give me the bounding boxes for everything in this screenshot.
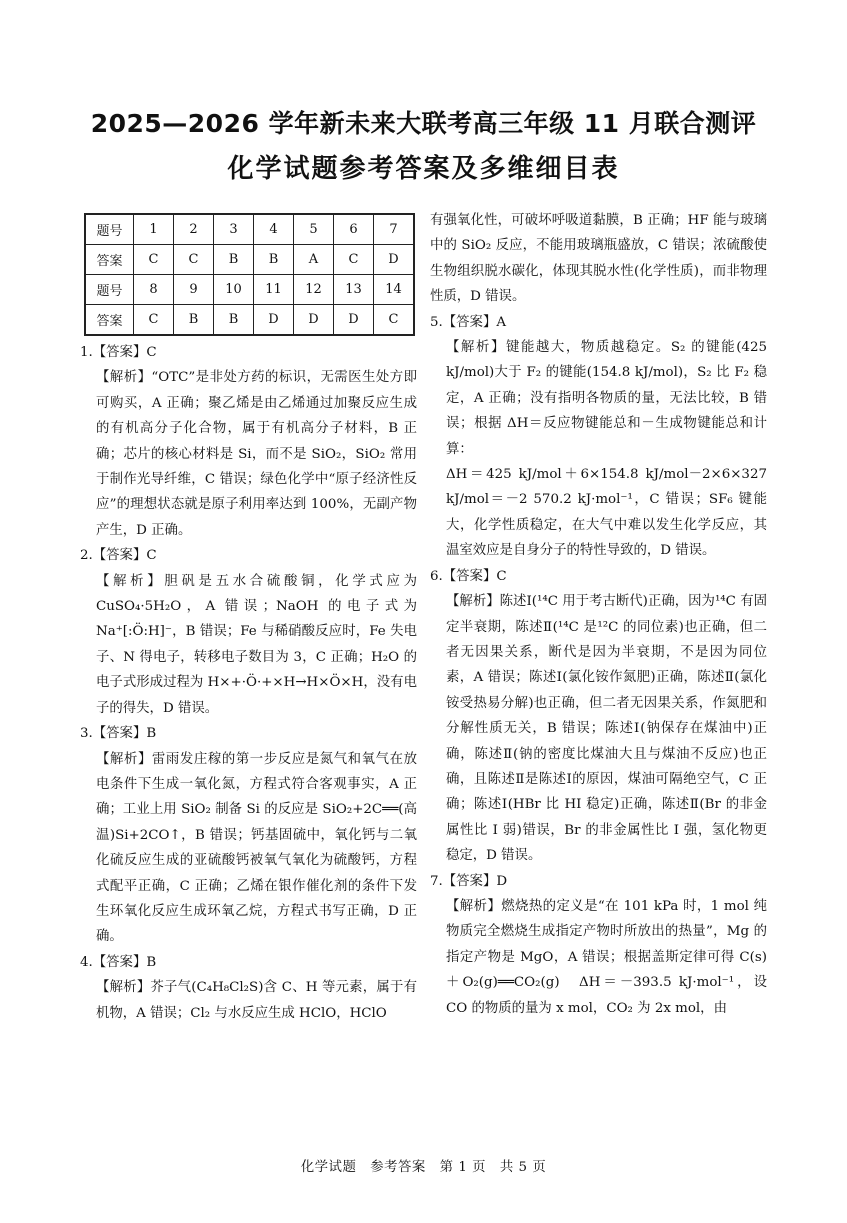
answer-table [84,213,415,336]
explanation-paragraph: 【解析】芥子气(C₄H₈Cl₂S)含 C、H 等元素，属于有机物，A 错误；Cl₂ 与水反应生成 HClO，HClO [96,980,417,1021]
answer-cell: 5 [294,214,334,245]
row-header-cell: 题号 [85,275,134,305]
answer-cell: 12 [294,275,334,305]
question-answer-heading: 1.【答案】C [80,345,157,360]
question-answer-heading: 5.【答案】A [430,314,507,330]
explanation-paragraph: ΔH＝425 kJ/mol＋6×154.8 kJ/mol－2×6×327 kJ/mol＝－2 570.2 kJ·mol⁻¹，C 错误；SF₆ 键能大，化学性质稳定，在大气中难以发生化学反应，其温室效应是自身分子的特性导致的，D 错误。 [446,467,767,559]
explanation-paragraph: 【解析】“OTC”是非处方药的标识，无需医生处方即可购买，A 正确；聚乙烯是由乙烯通过加聚反应生成的有机高分子化合物，属于有机高分子材料，B 正确；芯片的核心材料是 Si，而不是 SiO₂，SiO₂ 常用于制作光导纤维，C 错误；绿色化学中“原子经济性反应”的理想状态就是原子利用率达到 100%，无副产物产生，D 正确。 [96,370,417,538]
answer-cell: 8 [134,275,174,305]
answer-cell: 10 [214,275,254,305]
answer-cell: 13 [334,275,374,305]
left-column [80,340,417,1026]
row-header-cell: 答案 [85,305,134,336]
exam-title: 2025—2026 学年新未来大联考高三年级 11 月联合测评 [90,109,757,138]
answer-cell: 3 [214,214,254,245]
answer-cell: 2 [174,214,214,245]
answer-cell: 11 [254,275,294,305]
answer-cell: B [214,245,254,275]
answer-cell: 1 [134,214,174,245]
answer-cell: C [174,245,214,275]
answer-table-row [85,245,414,275]
answer-table-row [85,275,414,305]
right-column [430,208,767,1021]
question-answer-heading: 3.【答案】B [80,726,157,742]
answer-cell: B [214,305,254,336]
answer-cell: C [334,245,374,275]
page-footer: 化学试题 参考答案 第 1 页 共 5 页 [300,1160,547,1175]
answer-cell: B [174,305,214,336]
answer-cell: 7 [374,214,415,245]
answer-cell: 14 [374,275,415,305]
explanation-paragraph: 【解析】键能越大，物质越稳定。S₂ 的键能(425 kJ/mol)大于 F₂ 的键能(154.8 kJ/mol)，S₂ 比 F₂ 稳定，A 正确；没有指明各物质的量，无法比较，B 错误；根据 ΔH＝反应物键能总和－生成物键能总和计算： [446,340,767,457]
answer-cell: C [134,305,174,336]
answer-cell: D [374,245,415,275]
answer-cell: C [374,305,415,336]
document-subtitle: 化学试题参考答案及多维细目表 [227,154,620,184]
explanation-paragraph: 有强氧化性，可破坏呼吸道黏膜，B 正确；HF 能与玻璃中的 SiO₂ 反应，不能用玻璃瓶盛放，C 错误；浓硫酸使生物组织脱水碳化，体现其脱水性(化学性质)，而非物理性质，D 错误。 [430,213,767,305]
answer-cell: 9 [174,275,214,305]
explanation-paragraph: 【解析】雷雨发庄稼的第一步反应是氮气和氧气在放电条件下生成一氧化氮，方程式符合客观事实，A 正确；工业上用 SiO₂ 制备 Si 的反应是 SiO₂+2C══(高温)Si+2CO↑，B 错误；钙基固硫中，氧化钙与二氧化硫反应生成的亚硫酸钙被氧气氧化为硫酸钙，方程式配平正确，C 正确；乙烯在银作催化剂的条件下发生环氧化反应生成环氧乙烷，方程式书写正确，D 正确。 [96,751,417,945]
answer-cell: D [334,305,374,336]
answer-cell: D [254,305,294,336]
answer-cell: D [294,305,334,336]
answer-cell: 6 [334,214,374,245]
answer-cell: A [294,245,334,275]
question-answer-heading: 6.【答案】C [430,568,507,584]
answer-cell: 4 [254,214,294,245]
explanation-paragraph: 【解析】燃烧热的定义是“在 101 kPa 时，1 mol 纯物质完全燃烧生成指定产物时所放出的热量”，Mg 的指定产物是 MgO，A 错误；根据盖斯定律可得 C(s)＋O₂(g)══CO₂(g) ΔH＝－393.5 kJ·mol⁻¹，设 CO 的物质的量为 x mol，CO₂ 为 2x mol，由 [446,898,767,1016]
explanation-paragraph: 【解析】胆矾是五水合硫酸铜，化学式应为 CuSO₄·5H₂O，A 错误；NaOH 的电子式为 Na⁺[:Ö:H]⁻，B 错误；Fe 与稀硝酸反应时，Fe 失电子、N 得电子，转移电子数目为 3，C 正确；H₂O 的电子式形成过程为 H×+·Ö·+×H→H×Ö×H，没有电子的得失，D 错误。 [96,573,417,716]
explanation-paragraph: 【解析】陈述Ⅰ(¹⁴C 用于考古断代)正确，因为¹⁴C 有固定半衰期，陈述Ⅱ(¹⁴C 是¹²C 的同位素)也正确，但二者无因果关系，断代是因为半衰期，不是因为同位素，A 错误；陈述Ⅰ(氯化铵作氮肥)正确，陈述Ⅱ(氯化铵受热易分解)也正确，但二者无因果关系，作氮肥和分解性质无关，B 错误；陈述Ⅰ(钠保存在煤油中)正确，陈述Ⅱ(钠的密度比煤油大且与煤油不反应)也正确，且陈述Ⅱ是陈述Ⅰ的原因，煤油可隔绝空气，C 正确；陈述Ⅰ(HBr 比 HI 稳定)正确，陈述Ⅱ(Br 的非金属性比 I 弱)错误，Br 的非金属性比 I 强，氢化物更稳定，D 错误。 [446,594,767,864]
question-answer-heading: 2.【答案】C [80,548,157,564]
row-header-cell: 题号 [85,214,134,245]
answer-table-row [85,214,414,245]
question-answer-heading: 7.【答案】D [430,873,508,889]
answer-cell: B [254,245,294,275]
question-answer-heading: 4.【答案】B [80,954,157,970]
answer-table-row [85,305,414,336]
answer-cell: C [134,245,174,275]
row-header-cell: 答案 [85,245,134,275]
